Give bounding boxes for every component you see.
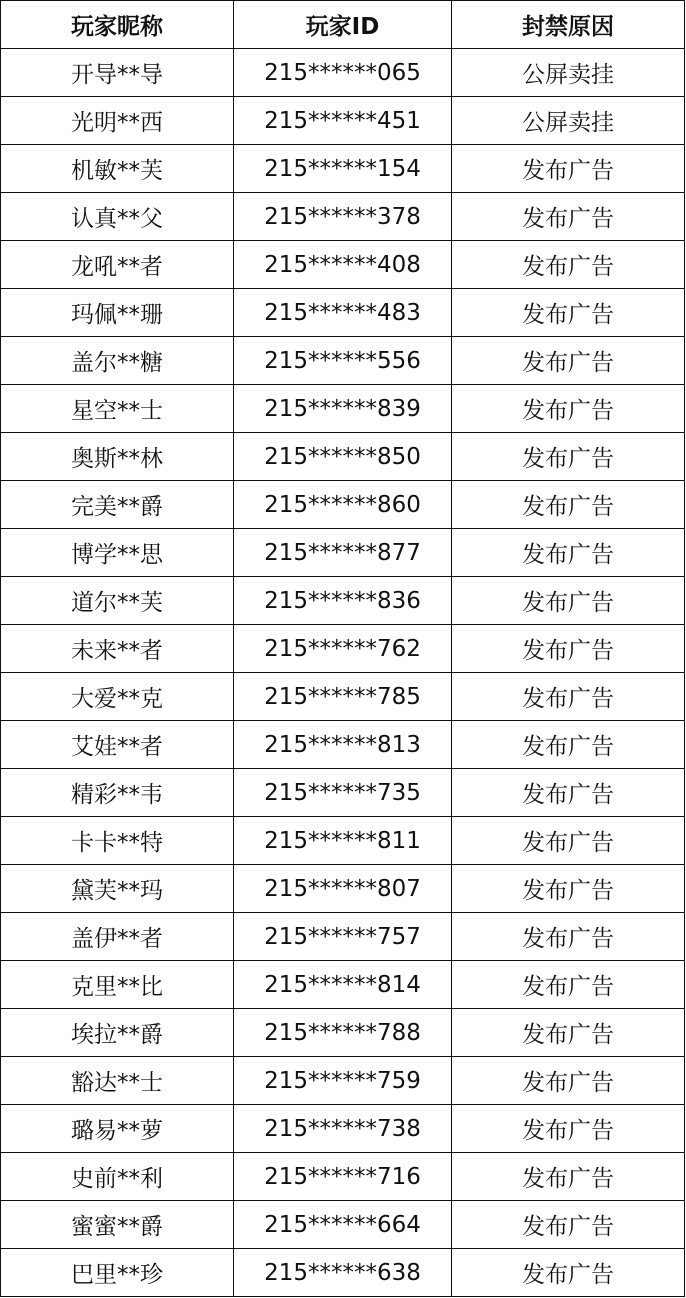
table-row [1,1249,685,1297]
cell-player-nickname: 龙吼**者 [1,241,234,289]
table-row [1,529,685,577]
cell-player-nickname: 璐易**萝 [1,1105,234,1153]
table-row [1,289,685,337]
cell-player-id: 215******807 [234,865,452,913]
cell-ban-reason: 发布广告 [452,1057,685,1105]
cell-player-nickname: 盖尔**糖 [1,337,234,385]
cell-ban-reason: 发布广告 [452,817,685,865]
cell-player-nickname: 豁达**士 [1,1057,234,1105]
table-row [1,721,685,769]
cell-player-id: 215******065 [234,49,452,97]
table-row [1,97,685,145]
cell-ban-reason: 发布广告 [452,673,685,721]
cell-ban-reason: 发布广告 [452,337,685,385]
table-row [1,913,685,961]
cell-ban-reason: 发布广告 [452,241,685,289]
cell-ban-reason: 发布广告 [452,721,685,769]
cell-player-nickname: 未来**者 [1,625,234,673]
cell-ban-reason: 发布广告 [452,145,685,193]
cell-player-id: 215******877 [234,529,452,577]
cell-player-id: 215******839 [234,385,452,433]
cell-ban-reason: 发布广告 [452,913,685,961]
cell-ban-reason: 公屏卖挂 [452,97,685,145]
cell-player-id: 215******850 [234,433,452,481]
table-row [1,145,685,193]
cell-player-nickname: 艾娃**者 [1,721,234,769]
table-row [1,1201,685,1249]
table-row [1,481,685,529]
cell-player-id: 215******638 [234,1249,452,1297]
table-row [1,337,685,385]
cell-player-nickname: 星空**士 [1,385,234,433]
cell-ban-reason: 发布广告 [452,193,685,241]
cell-player-id: 215******483 [234,289,452,337]
cell-player-nickname: 巴里**珍 [1,1249,234,1297]
header-player-id: 玩家ID [234,1,452,49]
cell-ban-reason: 发布广告 [452,961,685,1009]
cell-player-id: 215******451 [234,97,452,145]
table-row [1,433,685,481]
cell-player-id: 215******716 [234,1153,452,1201]
cell-player-nickname: 开导**导 [1,49,234,97]
cell-player-nickname: 埃拉**爵 [1,1009,234,1057]
cell-player-id: 215******814 [234,961,452,1009]
cell-player-nickname: 认真**父 [1,193,234,241]
cell-ban-reason: 发布广告 [452,865,685,913]
cell-player-id: 215******556 [234,337,452,385]
cell-player-id: 215******154 [234,145,452,193]
cell-player-nickname: 黛芙**玛 [1,865,234,913]
cell-player-id: 215******860 [234,481,452,529]
cell-player-nickname: 机敏**芙 [1,145,234,193]
table-row [1,817,685,865]
cell-player-id: 215******759 [234,1057,452,1105]
cell-player-nickname: 卡卡**特 [1,817,234,865]
cell-ban-reason: 发布广告 [452,433,685,481]
cell-ban-reason: 发布广告 [452,769,685,817]
cell-player-id: 215******762 [234,625,452,673]
cell-player-id: 215******836 [234,577,452,625]
cell-player-id: 215******408 [234,241,452,289]
cell-player-id: 215******811 [234,817,452,865]
table-row [1,769,685,817]
table-row [1,625,685,673]
cell-player-nickname: 完美**爵 [1,481,234,529]
cell-ban-reason: 发布广告 [452,481,685,529]
cell-player-id: 215******785 [234,673,452,721]
cell-ban-reason: 发布广告 [452,385,685,433]
cell-player-nickname: 盖伊**者 [1,913,234,961]
table-row [1,49,685,97]
cell-player-id: 215******757 [234,913,452,961]
cell-ban-reason: 发布广告 [452,1201,685,1249]
table-row [1,961,685,1009]
table-body [1,49,685,1297]
table-row [1,1153,685,1201]
cell-player-nickname: 光明**西 [1,97,234,145]
cell-player-id: 215******813 [234,721,452,769]
table-row [1,577,685,625]
cell-ban-reason: 发布广告 [452,1153,685,1201]
cell-player-nickname: 大爱**克 [1,673,234,721]
cell-player-nickname: 玛佩**珊 [1,289,234,337]
table-row [1,1009,685,1057]
cell-ban-reason: 发布广告 [452,1249,685,1297]
table-row [1,673,685,721]
table-row [1,865,685,913]
cell-player-nickname: 道尔**芙 [1,577,234,625]
header-ban-reason: 封禁原因 [452,1,685,49]
table-row [1,193,685,241]
cell-player-id: 215******788 [234,1009,452,1057]
cell-player-nickname: 奥斯**林 [1,433,234,481]
cell-ban-reason: 发布广告 [452,577,685,625]
cell-ban-reason: 发布广告 [452,1105,685,1153]
table-row [1,1057,685,1105]
table-row [1,241,685,289]
cell-player-nickname: 博学**思 [1,529,234,577]
table-row [1,1105,685,1153]
cell-ban-reason: 发布广告 [452,289,685,337]
cell-player-id: 215******378 [234,193,452,241]
header-player-nickname: 玩家昵称 [1,1,234,49]
cell-ban-reason: 发布广告 [452,529,685,577]
cell-player-nickname: 精彩**韦 [1,769,234,817]
cell-player-id: 215******664 [234,1201,452,1249]
cell-player-nickname: 蜜蜜**爵 [1,1201,234,1249]
cell-ban-reason: 公屏卖挂 [452,49,685,97]
cell-ban-reason: 发布广告 [452,1009,685,1057]
cell-ban-reason: 发布广告 [452,625,685,673]
table-header-row [1,1,685,49]
cell-player-nickname: 史前**利 [1,1153,234,1201]
table-row [1,385,685,433]
cell-player-id: 215******735 [234,769,452,817]
cell-player-nickname: 克里**比 [1,961,234,1009]
cell-player-id: 215******738 [234,1105,452,1153]
